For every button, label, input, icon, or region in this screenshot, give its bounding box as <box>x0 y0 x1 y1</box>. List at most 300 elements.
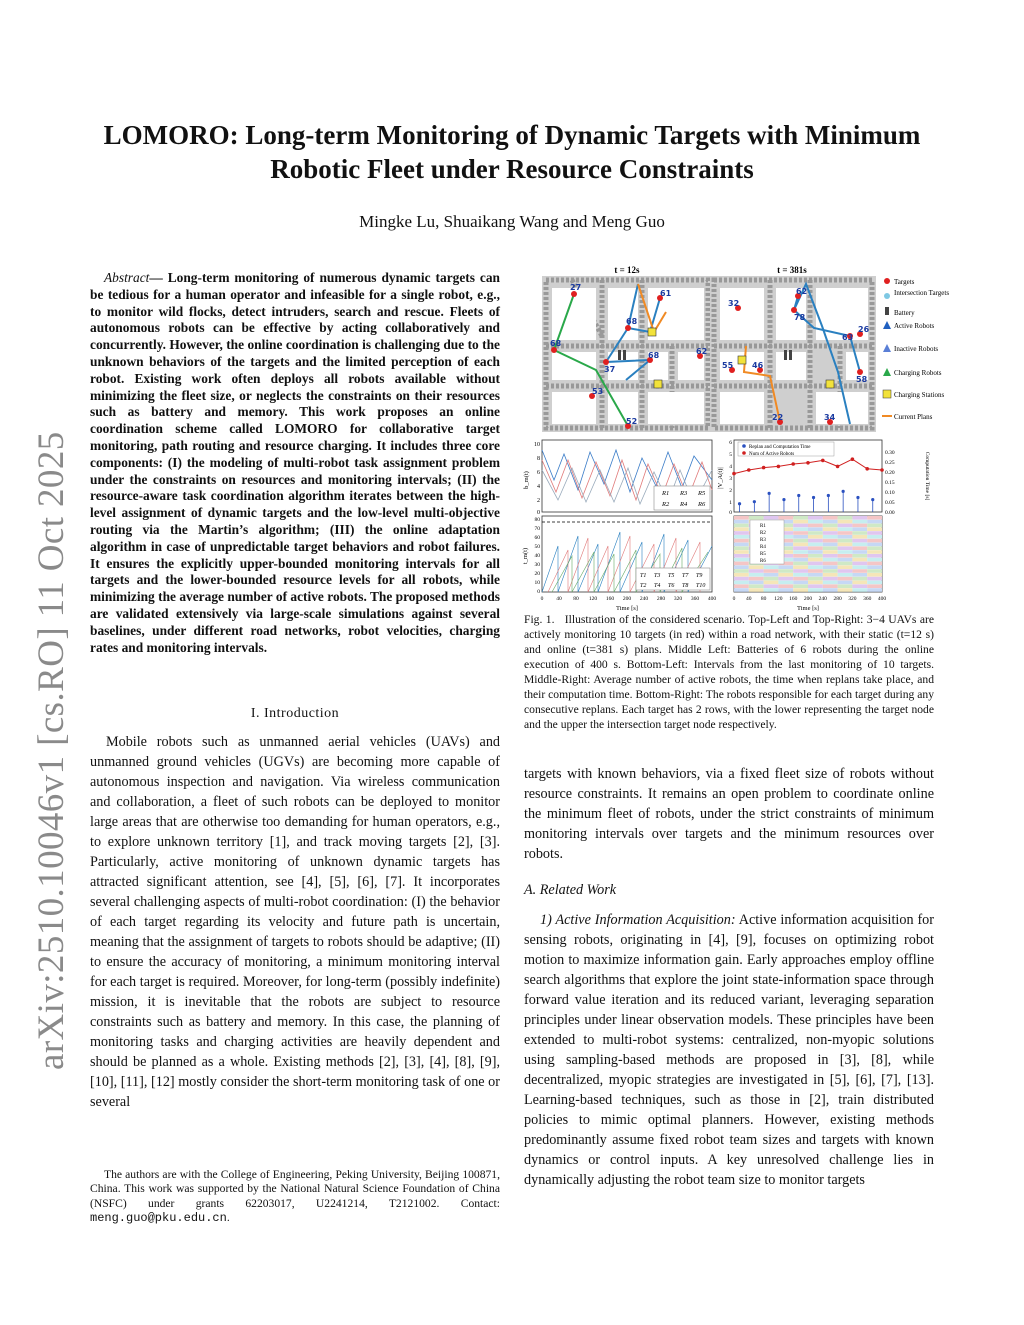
legend-target-icon <box>884 278 890 284</box>
active-y2tick-015: 0.15 <box>885 480 895 486</box>
battery-ytick-6: 6 <box>537 470 540 476</box>
interval-legend-t6: T6 <box>668 583 675 589</box>
assignment-cell <box>764 565 779 569</box>
assignment-cell <box>808 573 823 577</box>
assignment-cell <box>838 546 853 550</box>
legend-plans: Current Plans <box>894 413 933 421</box>
right-label-9: 22 <box>772 413 784 422</box>
assignment-cell <box>867 558 882 562</box>
legend-station-icon <box>883 390 891 398</box>
computation-time-point <box>738 502 741 505</box>
assignment-cell <box>764 516 779 520</box>
assignment-cell <box>793 531 808 535</box>
battery-legend-r5: R5 <box>698 490 706 497</box>
assignment-cell <box>808 546 823 550</box>
assign-legend-r3: R3 <box>760 538 766 543</box>
assignment-cell <box>823 558 838 562</box>
battery-ytick-8: 8 <box>537 456 540 462</box>
xtick-label: 400 <box>877 596 887 602</box>
assignment-cell <box>823 577 838 581</box>
battery-legend-r1: R1 <box>662 490 670 497</box>
assignment-cell <box>808 535 823 539</box>
assignment-cell <box>749 569 764 573</box>
interval-ytick-10: 10 <box>534 580 540 586</box>
assignment-cell <box>793 524 808 528</box>
battery-legend-r3: R3 <box>680 490 688 497</box>
left-label-2: 68 <box>550 339 562 348</box>
assignment-cell <box>838 524 853 528</box>
xtick-label: 160 <box>605 596 615 602</box>
assignment-cell <box>852 531 867 535</box>
xtick-label: 80 <box>760 596 767 602</box>
assignment-cell <box>734 539 749 543</box>
assignment-cell <box>823 539 838 543</box>
assignment-cell <box>793 573 808 577</box>
interval-ytick-40: 40 <box>534 553 540 559</box>
section-heading-introduction: I. Introduction <box>250 706 340 721</box>
assignment-cell <box>867 584 882 588</box>
legend-intersection-icon <box>884 293 890 299</box>
right-label-6: 55 <box>722 361 734 370</box>
legend-active: Active Robots <box>894 322 935 330</box>
assign-legend-r6: R6 <box>760 559 766 564</box>
assign-legend-r2: R2 <box>760 531 766 536</box>
battery-plot <box>523 440 712 516</box>
assignment-cell <box>838 550 853 554</box>
assignment-cell <box>764 588 779 592</box>
xtick-label: 200 <box>622 596 632 602</box>
legend-battery-icon <box>885 307 889 315</box>
computation-time-point <box>856 496 859 499</box>
active-robots-point <box>851 457 855 461</box>
right-label-1: 32 <box>728 299 740 308</box>
assignment-cell <box>764 577 779 581</box>
interval-legend-t7: T7 <box>682 573 689 579</box>
assignment-cell <box>808 584 823 588</box>
assignment-cell <box>852 562 867 566</box>
right-label-3: 78 <box>794 313 806 322</box>
figure-legend <box>882 278 949 421</box>
left-label-7: 53 <box>592 387 604 396</box>
assignment-cell <box>734 535 749 539</box>
interval-legend-t10: T10 <box>696 583 706 589</box>
battery-ytick-4: 4 <box>537 484 540 490</box>
assignment-cell <box>867 535 882 539</box>
active-legend-num: Num of Active Robots <box>749 452 795 457</box>
assignment-cell <box>808 554 823 558</box>
assignment-cell <box>838 520 853 524</box>
assignment-cell <box>852 527 867 531</box>
assignment-cell <box>734 524 749 528</box>
assignment-cell <box>734 527 749 531</box>
assignment-cell <box>838 554 853 558</box>
active-robots-point <box>880 468 884 472</box>
active-robots-point <box>865 467 869 471</box>
assignment-cell <box>764 573 779 577</box>
left-label-3: 61 <box>660 289 672 298</box>
assignment-cell <box>793 554 808 558</box>
active-robots-point <box>747 468 751 472</box>
active-robots-point <box>791 462 795 466</box>
right-label-4: 63 <box>842 333 854 342</box>
assignment-cell <box>793 588 808 592</box>
assignment-cell <box>808 562 823 566</box>
active-robots-point <box>777 465 781 469</box>
assignment-cell <box>734 588 749 592</box>
assignment-cell <box>852 565 867 569</box>
assignment-cell <box>778 588 793 592</box>
assignment-cell <box>749 565 764 569</box>
left-label-8: 52 <box>626 417 638 426</box>
assignment-cell <box>734 581 749 585</box>
assignment-cell <box>867 554 882 558</box>
interval-legend-t1: T1 <box>640 573 647 579</box>
assignment-cell <box>734 531 749 535</box>
assignment-cell <box>838 516 853 520</box>
continued-paragraph: targets with known behaviors, via a fixed fleet size of robots without resource constraints. It remains an open problem to coordinate online the minimum fleet of robots, under the strict constraints of minimum monitoring intervals over targets and the minimum resources over robots. <box>524 766 934 862</box>
assignment-cell <box>734 565 749 569</box>
related-work-text: Active information acquisition for sensing robots, originating in [4], [9], focuses on optimizing robot motion to maximize information gain. Early approaches employ offline search algorithms that explore the joint state-information space through forward value iteration and its reduced variant, leveraging separation principles under linear observation models. These principles have been extended to multi-robot systems: centralized, non-myopic solutions using sampling-based methods are proposed in [3], [8], while decentralized, myopic strategies are investigated in [5], [6], [7], [13]. Learning-based techniques, such as those in [2], train distributed policies to mimic optimal planners. However, existing methods predominantly assume fixed robot team sizes and targets with known dynamics or control inputs. A key unresolved challenge lies in dynamically adjusting the robot team size to monitor targets <box>524 912 934 1188</box>
abstract-text: — Long-term monitoring of numerous dynamic targets can be tedious for a human operator and infeasible for a single robot, e.g., to monitor wild flocks, detect intruders, search and rescue. Fleets of autonomous robots can be effective by acting collaboratively and concurrently. However, the online coordination is challenging due to the unknown behaviors of the targets and the limited perception of each robot. Existing work often deploys all robots available without minimizing the fleet size, or neglects the constraints on their resources such as battery and memory. This work proposes an online coordination scheme called LOMORO for collaborative target monitoring, path routing and resource charging. It includes three core components: (I) the modeling of multi-robot task assignment problem under the constraints on resources and monitoring intervals; (II) the resource-aware task coordination algorithm iterates between the high-level assignment of dynamic targets and the low-level multi-objective routing via the Martin’s algorithm; (III) the online adaptation algorithm in case of unpredictable target behaviors and robot failures. It ensures the explicitly upper-bounded monitoring intervals for all targets and the lower-bounded resource levels for all robots, while minimizing the average number of active robots. The proposed methods are validated extensively via large-scale simulations against several baselines, under different road networks, robot velocities, charging rates and monitoring intervals. <box>90 270 500 655</box>
assignment-cell <box>793 562 808 566</box>
xtick-label: 280 <box>833 596 842 602</box>
right-label-10: 34 <box>824 413 836 422</box>
legend-charging: Charging Robots <box>894 369 942 377</box>
interval-plot <box>522 516 716 612</box>
assignment-cell <box>867 588 882 592</box>
assignment-cell <box>808 558 823 562</box>
assignment-cell <box>823 573 838 577</box>
assignment-cell <box>838 543 853 547</box>
xtick-label: 40 <box>556 596 562 602</box>
legend-inactive: Inactive Robots <box>894 345 939 353</box>
right-label-7: 46 <box>752 361 764 370</box>
caption-label: Fig. 1. <box>524 613 555 626</box>
legend-targets: Targets <box>894 278 915 286</box>
xtick-label: 360 <box>690 596 700 602</box>
interval-ytick-0: 0 <box>537 589 540 595</box>
assignment-cell <box>852 581 867 585</box>
assignment-cell <box>808 516 823 520</box>
active-ytick-6: 6 <box>729 440 732 446</box>
active-robots-point <box>821 459 825 463</box>
panel-left-title: t = 12s <box>614 265 640 275</box>
battery-legend-r2: R2 <box>662 501 670 508</box>
assignment-cell <box>838 581 853 585</box>
assignment-cell <box>793 527 808 531</box>
xtick-label: 320 <box>673 596 683 602</box>
active-ytick-1: 1 <box>729 500 732 506</box>
assignment-cell <box>823 535 838 539</box>
assignment-cell <box>808 565 823 569</box>
computation-time-point <box>842 490 845 493</box>
xtick-label: 320 <box>848 596 857 602</box>
assignment-cell <box>867 520 882 524</box>
arxiv-watermark: arXiv:2510.10046v1 [cs.RO] 11 Oct 2025 <box>31 431 72 1070</box>
assignment-cell <box>778 573 793 577</box>
xtick-label: 0 <box>732 596 736 602</box>
assignment-cell <box>793 543 808 547</box>
assignment-cell <box>852 554 867 558</box>
assignment-cell <box>808 531 823 535</box>
xtick-label: 200 <box>803 596 813 602</box>
active-legend-replan: Replan and Computation Time <box>749 445 811 450</box>
assignment-cell <box>823 550 838 554</box>
assignment-cell <box>793 546 808 550</box>
xtick-label: 400 <box>707 596 717 602</box>
active-ytick-3: 3 <box>729 476 732 482</box>
interval-legend-t9: T9 <box>696 573 703 579</box>
assignment-cell <box>793 520 808 524</box>
assignment-cell <box>793 516 808 520</box>
computation-time-point <box>827 494 830 497</box>
assignment-cell <box>823 565 838 569</box>
right-label-8: 58 <box>856 375 868 384</box>
assignment-cell <box>823 531 838 535</box>
battery-ytick-10: 10 <box>534 442 540 448</box>
assignment-cell <box>734 573 749 577</box>
assignment-cell <box>838 569 853 573</box>
interval-legend-t4: T4 <box>654 583 661 589</box>
assignment-cell <box>749 577 764 581</box>
assignment-cell <box>808 550 823 554</box>
related-work-paragraph <box>524 910 934 1190</box>
assignment-cell <box>867 550 882 554</box>
figure-caption <box>524 612 934 732</box>
interval-ytick-60: 60 <box>534 535 540 541</box>
assignment-cell <box>793 569 808 573</box>
assignment-cell <box>823 516 838 520</box>
assignment-cell <box>852 558 867 562</box>
computation-time-point <box>782 498 785 501</box>
active-ylabel: |V_A(t)| <box>717 467 724 489</box>
interval-ytick-20: 20 <box>534 571 540 577</box>
interval-ytick-80: 80 <box>534 517 540 523</box>
assignment-cell <box>838 584 853 588</box>
active-ytick-2: 2 <box>729 488 732 494</box>
battery-ytick-2: 2 <box>537 498 540 504</box>
active-ytick-0: 0 <box>729 510 732 516</box>
assignment-cell <box>852 588 867 592</box>
assignment-cell <box>793 581 808 585</box>
assignment-cell <box>778 584 793 588</box>
right-label-2: 62 <box>796 287 808 296</box>
computation-time-point <box>812 496 815 499</box>
assignment-cell <box>823 581 838 585</box>
xtick-label: 240 <box>639 596 649 602</box>
assignment-cell <box>823 588 838 592</box>
assignment-cell <box>823 562 838 566</box>
assignment-cell <box>852 524 867 528</box>
active-y2tick-025: 0.25 <box>885 460 895 466</box>
assignment-cell <box>838 527 853 531</box>
assignment-cell <box>749 588 764 592</box>
interval-legend-t2: T2 <box>640 583 647 589</box>
assignment-cell <box>749 584 764 588</box>
assignment-cell <box>838 565 853 569</box>
assignment-cell <box>764 569 779 573</box>
battery-legend-r6: R6 <box>698 501 706 508</box>
interval-legend-t3: T3 <box>654 573 661 579</box>
computation-time-point <box>871 498 874 501</box>
assignment-cell <box>823 554 838 558</box>
assignment-cell <box>838 562 853 566</box>
assignment-cell <box>808 577 823 581</box>
assignment-cell <box>808 581 823 585</box>
assign-legend-r5: R5 <box>760 552 766 557</box>
caption-text: Illustration of the considered scenario. Top-Left and Top-Right: 3−4 UAVs are actively monitoring 10 targets (in red) within a road network, with their static (t=12 s) and online (t=381 s) plans. Middle Left: Batteries of 6 robots during the online execution of 400 s. Bottom-Left: Intervals from the last monitoring of 10 targets. Middle-Right: Average number of active robots, the time when replans take place, and their computation time. Bottom-Right: The robots responsible for each target during any consecutive replans. Each target has 2 rows, with the lower representing the target node and the upper the intersection target node respectively. <box>524 613 935 731</box>
assignment-cell <box>838 558 853 562</box>
assignment-cell <box>808 539 823 543</box>
paper-title: LOMORO: Long-term Monitoring of Dynamic Targets with Minimum Robotic Fleet under Resource Constraints <box>103 120 921 184</box>
assignment-cell <box>838 531 853 535</box>
assignment-cell <box>867 573 882 577</box>
assignment-cell <box>867 516 882 520</box>
assignment-cell <box>823 546 838 550</box>
assignment-cell <box>852 569 867 573</box>
assignment-cell <box>867 562 882 566</box>
xtick-label: 120 <box>588 596 598 602</box>
assignment-cell <box>778 581 793 585</box>
assignment-cell <box>867 569 882 573</box>
interval-ylabel: t_m(t) <box>522 547 529 565</box>
assignment-cell <box>823 543 838 547</box>
assignment-cell <box>734 550 749 554</box>
assignment-cell <box>778 577 793 581</box>
assignment-cell <box>838 539 853 543</box>
assignment-cell <box>852 543 867 547</box>
assignment-cell <box>793 577 808 581</box>
map-right <box>710 276 876 432</box>
assignment-cell <box>734 520 749 524</box>
assignment-cell <box>793 550 808 554</box>
assignment-cell <box>734 516 749 520</box>
xtick-label: 0 <box>540 596 544 602</box>
paper-authors: Mingke Lu, Shuaikang Wang and Meng Guo <box>359 212 665 231</box>
left-label-4: 68 <box>626 317 638 326</box>
assignment-cell <box>793 558 808 562</box>
subsubsection-heading: 1) Active Information Acquisition: <box>540 912 736 928</box>
active-robots-plot <box>717 440 930 516</box>
abstract <box>90 270 500 656</box>
xtick-label: 40 <box>746 596 752 602</box>
assignment-cell <box>823 524 838 528</box>
assignment-cell <box>823 569 838 573</box>
contact-email[interactable]: meng.guo@pku.edu.cn <box>90 1211 227 1226</box>
computation-time-point <box>768 492 771 495</box>
assignment-cell <box>838 573 853 577</box>
interval-xlabel: Time [s] <box>616 605 638 612</box>
assignment-cell <box>867 531 882 535</box>
active-ytick-5: 5 <box>729 452 732 458</box>
interval-legend-t5: T5 <box>668 573 675 579</box>
assignment-cell <box>749 516 764 520</box>
map-left <box>542 276 712 432</box>
assignment-cell <box>808 588 823 592</box>
assignment-cell <box>793 535 808 539</box>
active-robots-point <box>732 472 736 476</box>
assignment-cell <box>734 562 749 566</box>
assignment-cell <box>808 524 823 528</box>
interval-legend-t8: T8 <box>682 583 689 589</box>
legend-stations: Charging Stations <box>894 391 945 399</box>
assignment-cell <box>867 527 882 531</box>
active-robots-point <box>806 461 810 465</box>
assignment-cell <box>823 584 838 588</box>
legend-intersection: Intersection Targets <box>894 289 950 297</box>
legend-charging-icon <box>883 368 891 376</box>
assignment-cell <box>793 565 808 569</box>
right-label-5: 26 <box>858 325 870 334</box>
assignment-cell <box>749 573 764 577</box>
assignment-xlabel: Time [s] <box>797 605 819 612</box>
assignment-cell <box>778 569 793 573</box>
assignment-cell <box>778 516 793 520</box>
assignment-cell <box>793 539 808 543</box>
legend-active-icon <box>883 321 891 329</box>
assignment-plot <box>733 516 887 612</box>
introduction-paragraph: Mobile robots such as unmanned aerial vehicles (UAVs) and unmanned ground vehicles (UGVs) are becoming more capable of autonomous inspection and navigation. Via wireless communication and collaboration, a fleet of such robots can be deployed to monitor large areas that are otherwise too demanding for human operators, e.g., to explore unknown territory [1], and track moving targets [2], [3]. Particularly, active monitoring of unknown dynamic targets has attracted significant attention, see [4], [5], [6], [7]. It incorporates several challenging aspects of multi-robot coordination: (I) the behavior of each target regarding its velocity and future path is uncertain, meaning that the assignment of targets to robots should be adaptive; (II) to ensure the accuracy of monitoring, a minimum monitoring interval for each target is required. Moreover, for long-term (possibly indefinite) mission, it is inevitable that the robots are subject to resource constraints such as battery and memory. In this case, the planning of monitoring tasks and charging activities are heavily dependent and should be planned as a whole. Existing methods [2], [3], [4], [8], [9], [10], [11], [12] mostly consider the short-term monitoring task of one or several <box>90 734 500 1110</box>
computation-time-point <box>797 494 800 497</box>
assignment-cell <box>852 573 867 577</box>
assignment-cell <box>852 520 867 524</box>
assignment-cell <box>734 569 749 573</box>
assignment-cell <box>852 577 867 581</box>
assignment-cell <box>808 520 823 524</box>
assignment-cell <box>838 577 853 581</box>
assignment-cell <box>764 584 779 588</box>
assignment-cell <box>852 539 867 543</box>
left-label-6: 37 <box>604 365 616 374</box>
assignment-cell <box>823 527 838 531</box>
legend-battery: Battery <box>894 309 915 317</box>
assignment-cell <box>808 527 823 531</box>
assignment-cell <box>749 581 764 585</box>
xtick-label: 360 <box>863 596 872 602</box>
assignment-cell <box>867 539 882 543</box>
active-robots-point <box>762 466 766 470</box>
active-robots-point <box>836 465 840 469</box>
left-label-5: 68 <box>648 351 660 360</box>
assignment-cell <box>852 550 867 554</box>
assignment-cell <box>852 584 867 588</box>
xtick-label: 160 <box>789 596 798 602</box>
assignment-cell <box>852 546 867 550</box>
battery-legend-r4: R4 <box>680 501 688 508</box>
xtick-label: 240 <box>818 596 827 602</box>
assignment-cell <box>823 520 838 524</box>
active-y2tick-020: 0.20 <box>885 470 895 476</box>
interval-ytick-50: 50 <box>534 544 540 550</box>
abstract-label: Abstract <box>104 270 150 285</box>
active-y2tick-000: 0.00 <box>885 510 895 516</box>
xtick-label: 80 <box>573 596 579 602</box>
legend-inactive-icon <box>883 344 891 352</box>
assignment-cell <box>867 565 882 569</box>
assignment-cell <box>838 588 853 592</box>
assignment-cell <box>808 543 823 547</box>
xtick-label: 280 <box>656 596 666 602</box>
interval-ytick-30: 30 <box>534 562 540 568</box>
assignment-cell <box>867 577 882 581</box>
assignment-cell <box>867 546 882 550</box>
assign-legend-r1: R1 <box>760 524 766 529</box>
assignment-cell <box>852 516 867 520</box>
battery-ytick-0: 0 <box>537 510 540 516</box>
assignment-cell <box>867 524 882 528</box>
assignment-cell <box>778 565 793 569</box>
assignment-cell <box>867 543 882 547</box>
